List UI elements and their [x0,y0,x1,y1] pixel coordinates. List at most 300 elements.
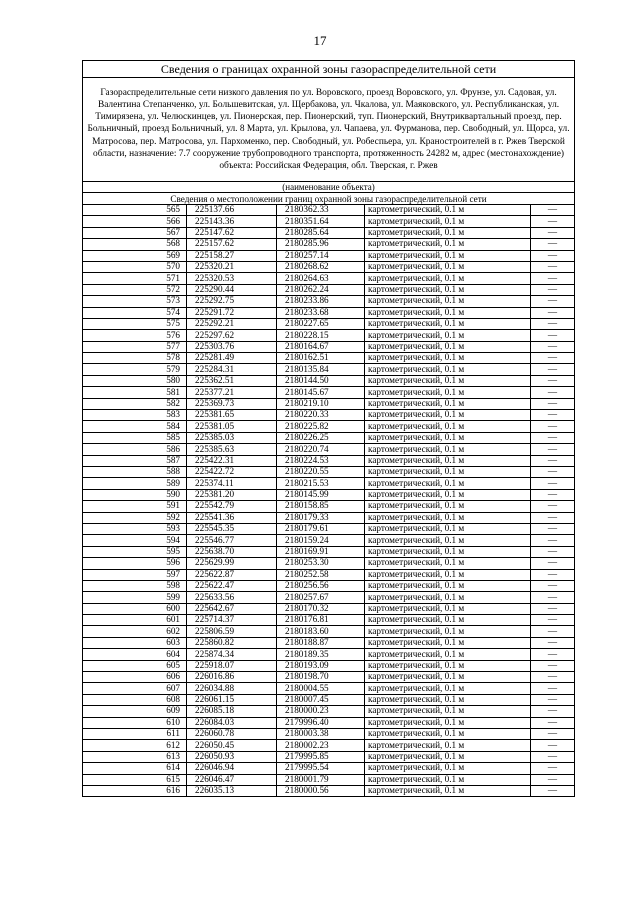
y-coordinate: 2180351.64 [277,216,365,227]
y-coordinate: 2180145.99 [277,489,365,500]
x-coordinate: 225385.03 [187,432,277,443]
x-coordinate: 225369.73 [187,398,277,409]
y-coordinate: 2180170.32 [277,603,365,614]
empty-value-dash: — [531,728,575,739]
y-coordinate: 2180253.30 [277,558,365,569]
point-number: 573 [83,296,187,307]
point-number: 566 [83,216,187,227]
determination-method: картометрический, 0.1 м [365,637,531,648]
table-row [83,501,575,512]
table-row [83,227,575,238]
point-number: 606 [83,672,187,683]
y-coordinate: 2180224.53 [277,455,365,466]
y-coordinate: 2179995.54 [277,763,365,774]
point-number: 607 [83,683,187,694]
determination-method: картометрический, 0.1 м [365,626,531,637]
determination-method: картометрический, 0.1 м [365,706,531,717]
point-number: 594 [83,535,187,546]
empty-value-dash: — [531,626,575,637]
point-number: 576 [83,330,187,341]
determination-method: картометрический, 0.1 м [365,694,531,705]
determination-method: картометрический, 0.1 м [365,375,531,386]
point-number: 570 [83,261,187,272]
table-subtitle: Сведения о местоположении границ охранной зоны газораспределительной сети [83,193,575,205]
table-row [83,774,575,785]
y-coordinate: 2180189.35 [277,649,365,660]
table-row [83,216,575,227]
point-number: 614 [83,763,187,774]
x-coordinate: 225629.99 [187,558,277,569]
table-row [83,296,575,307]
page-number: 17 [313,33,327,48]
y-coordinate: 2180264.63 [277,273,365,284]
point-number: 588 [83,466,187,477]
empty-value-dash: — [531,398,575,409]
empty-value-dash: — [531,785,575,796]
empty-value-dash: — [531,410,575,421]
x-coordinate: 225633.56 [187,592,277,603]
table-row [83,546,575,557]
caption-row [83,182,575,193]
table-row [83,466,575,477]
empty-value-dash: — [531,615,575,626]
empty-value-dash: — [531,296,575,307]
point-number: 577 [83,341,187,352]
determination-method: картометрический, 0.1 м [365,580,531,591]
empty-value-dash: — [531,546,575,557]
y-coordinate: 2180256.56 [277,580,365,591]
y-coordinate: 2180285.96 [277,239,365,250]
empty-value-dash: — [531,774,575,785]
determination-method: картометрический, 0.1 м [365,318,531,329]
empty-value-dash: — [531,364,575,375]
empty-value-dash: — [531,444,575,455]
y-coordinate: 2180001.79 [277,774,365,785]
y-coordinate: 2180233.68 [277,307,365,318]
x-coordinate: 225290.44 [187,284,277,295]
x-coordinate: 225147.62 [187,227,277,238]
table-row [83,592,575,603]
x-coordinate: 225292.21 [187,318,277,329]
determination-method: картометрический, 0.1 м [365,421,531,432]
x-coordinate: 225137.66 [187,205,277,216]
y-coordinate: 2180179.33 [277,512,365,523]
y-coordinate: 2180215.53 [277,478,365,489]
determination-method: картометрический, 0.1 м [365,501,531,512]
x-coordinate: 225320.53 [187,273,277,284]
empty-value-dash: — [531,535,575,546]
empty-value-dash: — [531,250,575,261]
table-title: Сведения о границах охранной зоны газораспределительной сети [83,61,575,78]
x-coordinate: 226035.13 [187,785,277,796]
table-row [83,478,575,489]
determination-method: картометрический, 0.1 м [365,307,531,318]
x-coordinate: 225303.76 [187,341,277,352]
x-coordinate: 226050.45 [187,740,277,751]
empty-value-dash: — [531,387,575,398]
point-number: 565 [83,205,187,216]
empty-value-dash: — [531,580,575,591]
empty-value-dash: — [531,307,575,318]
x-coordinate: 225284.31 [187,364,277,375]
table-row [83,626,575,637]
empty-value-dash: — [531,763,575,774]
y-coordinate: 2180145.67 [277,387,365,398]
determination-method: картометрический, 0.1 м [365,763,531,774]
y-coordinate: 2180220.74 [277,444,365,455]
point-number: 583 [83,410,187,421]
point-number: 598 [83,580,187,591]
table-row [83,763,575,774]
title-row [83,61,575,78]
empty-value-dash: — [531,649,575,660]
empty-value-dash: — [531,432,575,443]
x-coordinate: 225297.62 [187,330,277,341]
empty-value-dash: — [531,227,575,238]
point-number: 592 [83,512,187,523]
empty-value-dash: — [531,512,575,523]
point-number: 581 [83,387,187,398]
y-coordinate: 2180183.60 [277,626,365,637]
point-number: 599 [83,592,187,603]
table-row [83,341,575,352]
point-number: 611 [83,728,187,739]
table-row [83,535,575,546]
x-coordinate: 225143.36 [187,216,277,227]
empty-value-dash: — [531,421,575,432]
empty-value-dash: — [531,205,575,216]
y-coordinate: 2179995.85 [277,751,365,762]
point-number: 601 [83,615,187,626]
determination-method: картометрический, 0.1 м [365,273,531,284]
determination-method: картометрический, 0.1 м [365,774,531,785]
determination-method: картометрический, 0.1 м [365,672,531,683]
point-number: 568 [83,239,187,250]
point-number: 600 [83,603,187,614]
table-row [83,284,575,295]
table-row [83,307,575,318]
y-coordinate: 2180193.09 [277,660,365,671]
table-row [83,558,575,569]
y-coordinate: 2180135.84 [277,364,365,375]
y-coordinate: 2180000.56 [277,785,365,796]
subtitle-row [83,193,575,205]
x-coordinate: 225874.34 [187,649,277,660]
table-row [83,649,575,660]
determination-method: картометрический, 0.1 м [365,398,531,409]
point-number: 613 [83,751,187,762]
empty-value-dash: — [531,672,575,683]
point-number: 604 [83,649,187,660]
point-number: 596 [83,558,187,569]
point-number: 582 [83,398,187,409]
table-row [83,512,575,523]
point-number: 574 [83,307,187,318]
point-number: 608 [83,694,187,705]
point-number: 615 [83,774,187,785]
point-number: 610 [83,717,187,728]
determination-method: картометрический, 0.1 м [365,455,531,466]
determination-method: картометрический, 0.1 м [365,489,531,500]
determination-method: картометрический, 0.1 м [365,785,531,796]
empty-value-dash: — [531,375,575,386]
table-row [83,353,575,364]
empty-value-dash: — [531,637,575,648]
y-coordinate: 2180226.25 [277,432,365,443]
x-coordinate: 225381.65 [187,410,277,421]
x-coordinate: 225642.67 [187,603,277,614]
x-coordinate: 225362.51 [187,375,277,386]
determination-method: картометрический, 0.1 м [365,466,531,477]
y-coordinate: 2180002.23 [277,740,365,751]
point-number: 580 [83,375,187,386]
x-coordinate: 226084.03 [187,717,277,728]
point-number: 567 [83,227,187,238]
x-coordinate: 225638.70 [187,546,277,557]
x-coordinate: 226046.47 [187,774,277,785]
y-coordinate: 2180257.67 [277,592,365,603]
empty-value-dash: — [531,273,575,284]
table-row [83,387,575,398]
determination-method: картометрический, 0.1 м [365,387,531,398]
point-number: 593 [83,523,187,534]
empty-value-dash: — [531,330,575,341]
point-number: 609 [83,706,187,717]
determination-method: картометрический, 0.1 м [365,330,531,341]
point-number: 591 [83,501,187,512]
table-row [83,375,575,386]
determination-method: картометрический, 0.1 м [365,444,531,455]
determination-method: картометрический, 0.1 м [365,512,531,523]
point-number: 572 [83,284,187,295]
empty-value-dash: — [531,466,575,477]
table-row [83,706,575,717]
table-row [83,603,575,614]
empty-value-dash: — [531,751,575,762]
point-number: 578 [83,353,187,364]
empty-value-dash: — [531,717,575,728]
empty-value-dash: — [531,239,575,250]
table-row [83,318,575,329]
x-coordinate: 225381.20 [187,489,277,500]
point-number: 589 [83,478,187,489]
y-coordinate: 2180144.50 [277,375,365,386]
determination-method: картометрический, 0.1 м [365,432,531,443]
table-body [83,61,575,797]
determination-method: картометрический, 0.1 м [365,523,531,534]
boundary-table [82,60,575,797]
x-coordinate: 225546.77 [187,535,277,546]
table-row [83,785,575,796]
x-coordinate: 226034.88 [187,683,277,694]
empty-value-dash: — [531,489,575,500]
y-coordinate: 2180268.62 [277,261,365,272]
x-coordinate: 226046.94 [187,763,277,774]
x-coordinate: 225158.27 [187,250,277,261]
empty-value-dash: — [531,740,575,751]
determination-method: картометрический, 0.1 м [365,615,531,626]
table-row [83,432,575,443]
point-number: 569 [83,250,187,261]
table-row [83,261,575,272]
empty-value-dash: — [531,318,575,329]
x-coordinate: 225281.49 [187,353,277,364]
determination-method: картометрический, 0.1 м [365,364,531,375]
x-coordinate: 225381.05 [187,421,277,432]
y-coordinate: 2180257.14 [277,250,365,261]
point-number: 579 [83,364,187,375]
x-coordinate: 225714.37 [187,615,277,626]
empty-value-dash: — [531,660,575,671]
object-caption: (наименование объекта) [83,182,575,193]
x-coordinate: 225377.21 [187,387,277,398]
determination-method: картометрический, 0.1 м [365,216,531,227]
x-coordinate: 225320.21 [187,261,277,272]
y-coordinate: 2180158.85 [277,501,365,512]
table-row [83,751,575,762]
point-number: 595 [83,546,187,557]
determination-method: картометрический, 0.1 м [365,410,531,421]
empty-value-dash: — [531,523,575,534]
x-coordinate: 226016.86 [187,672,277,683]
determination-method: картометрический, 0.1 м [365,261,531,272]
empty-value-dash: — [531,694,575,705]
y-coordinate: 2179996.40 [277,717,365,728]
point-number: 612 [83,740,187,751]
x-coordinate: 225622.47 [187,580,277,591]
table-row [83,444,575,455]
x-coordinate: 226085.18 [187,706,277,717]
x-coordinate: 225374.11 [187,478,277,489]
y-coordinate: 2180262.24 [277,284,365,295]
point-number: 603 [83,637,187,648]
point-number: 586 [83,444,187,455]
point-number: 587 [83,455,187,466]
table-row [83,672,575,683]
y-coordinate: 2180219.10 [277,398,365,409]
y-coordinate: 2180003.38 [277,728,365,739]
empty-value-dash: — [531,683,575,694]
point-number: 585 [83,432,187,443]
table-row [83,728,575,739]
determination-method: картометрический, 0.1 м [365,296,531,307]
determination-method: картометрический, 0.1 м [365,660,531,671]
table-row [83,330,575,341]
empty-value-dash: — [531,501,575,512]
table-row [83,205,575,216]
empty-value-dash: — [531,284,575,295]
y-coordinate: 2180176.81 [277,615,365,626]
table-row [83,421,575,432]
determination-method: картометрический, 0.1 м [365,353,531,364]
table-row [83,637,575,648]
determination-method: картометрический, 0.1 м [365,478,531,489]
y-coordinate: 2180169.91 [277,546,365,557]
table-row [83,683,575,694]
point-number: 602 [83,626,187,637]
empty-value-dash: — [531,216,575,227]
x-coordinate: 225422.31 [187,455,277,466]
table-row [83,364,575,375]
table-row [83,523,575,534]
y-coordinate: 2180233.86 [277,296,365,307]
empty-value-dash: — [531,569,575,580]
y-coordinate: 2180162.51 [277,353,365,364]
point-number: 605 [83,660,187,671]
table-row [83,455,575,466]
empty-value-dash: — [531,353,575,364]
y-coordinate: 2180252.58 [277,569,365,580]
y-coordinate: 2180285.64 [277,227,365,238]
determination-method: картометрический, 0.1 м [365,683,531,694]
x-coordinate: 226050.93 [187,751,277,762]
x-coordinate: 225157.62 [187,239,277,250]
determination-method: картометрический, 0.1 м [365,250,531,261]
empty-value-dash: — [531,341,575,352]
point-number: 571 [83,273,187,284]
point-number: 597 [83,569,187,580]
table-row [83,580,575,591]
x-coordinate: 225422.72 [187,466,277,477]
determination-method: картометрический, 0.1 м [365,740,531,751]
empty-value-dash: — [531,478,575,489]
y-coordinate: 2180220.33 [277,410,365,421]
y-coordinate: 2180198.70 [277,672,365,683]
determination-method: картометрический, 0.1 м [365,558,531,569]
table-row [83,273,575,284]
y-coordinate: 2180220.55 [277,466,365,477]
x-coordinate: 225385.63 [187,444,277,455]
determination-method: картометрический, 0.1 м [365,227,531,238]
determination-method: картометрический, 0.1 м [365,284,531,295]
y-coordinate: 2180362.33 [277,205,365,216]
object-description: Газораспределительные сети низкого давления по ул. Воровского, проезд Воровского, ул. Фрунзе, ул. Садовая, ул. Валентина Степанченко, ул. Большевитская, ул. Щербакова, ул. Чкалова, ул. Маяковского, ул. Республиканская, ул. Тимирязена, ул. Челюскинцев, ул. Пионерская, пер. Пионерский, туп. Пионерский, Внутриквартальный проезд, пер. Больничный, проезд Больничный, ул. 8 Марта, ул. Крылова, ул. Чапаева, ул. Фурманова, пер. Свободный, ул. Щорса, ул. Матросова, пер. Матросова, ул. Пархоменко, пер. Свободный, ул. Робеспьера, ул. Краностроителей в г. Ржев Тверской области, назначение: 7.7 сооружение трубопроводного транспорта, протяженность 24282 м, адрес (местонахождение) объекта: Российская Федерация, обл. Тверская, г. Ржев [83,78,575,182]
y-coordinate: 2180164.67 [277,341,365,352]
determination-method: картометрический, 0.1 м [365,205,531,216]
determination-method: картометрический, 0.1 м [365,717,531,728]
determination-method: картометрический, 0.1 м [365,751,531,762]
table-row [83,410,575,421]
table-row [83,660,575,671]
point-number: 584 [83,421,187,432]
y-coordinate: 2180188.87 [277,637,365,648]
y-coordinate: 2180007.45 [277,694,365,705]
table-row [83,250,575,261]
x-coordinate: 225918.07 [187,660,277,671]
point-number: 575 [83,318,187,329]
y-coordinate: 2180225.82 [277,421,365,432]
table-row [83,569,575,580]
table-row [83,489,575,500]
empty-value-dash: — [531,558,575,569]
y-coordinate: 2180000.23 [277,706,365,717]
determination-method: картометрический, 0.1 м [365,535,531,546]
y-coordinate: 2180179.61 [277,523,365,534]
empty-value-dash: — [531,261,575,272]
x-coordinate: 226061.15 [187,694,277,705]
x-coordinate: 225860.82 [187,637,277,648]
point-number: 616 [83,785,187,796]
table-row [83,694,575,705]
y-coordinate: 2180227.65 [277,318,365,329]
determination-method: картометрический, 0.1 м [365,546,531,557]
table-row [83,239,575,250]
determination-method: картометрический, 0.1 м [365,649,531,660]
determination-method: картометрический, 0.1 м [365,569,531,580]
x-coordinate: 225292.75 [187,296,277,307]
determination-method: картометрический, 0.1 м [365,341,531,352]
determination-method: картометрический, 0.1 м [365,603,531,614]
